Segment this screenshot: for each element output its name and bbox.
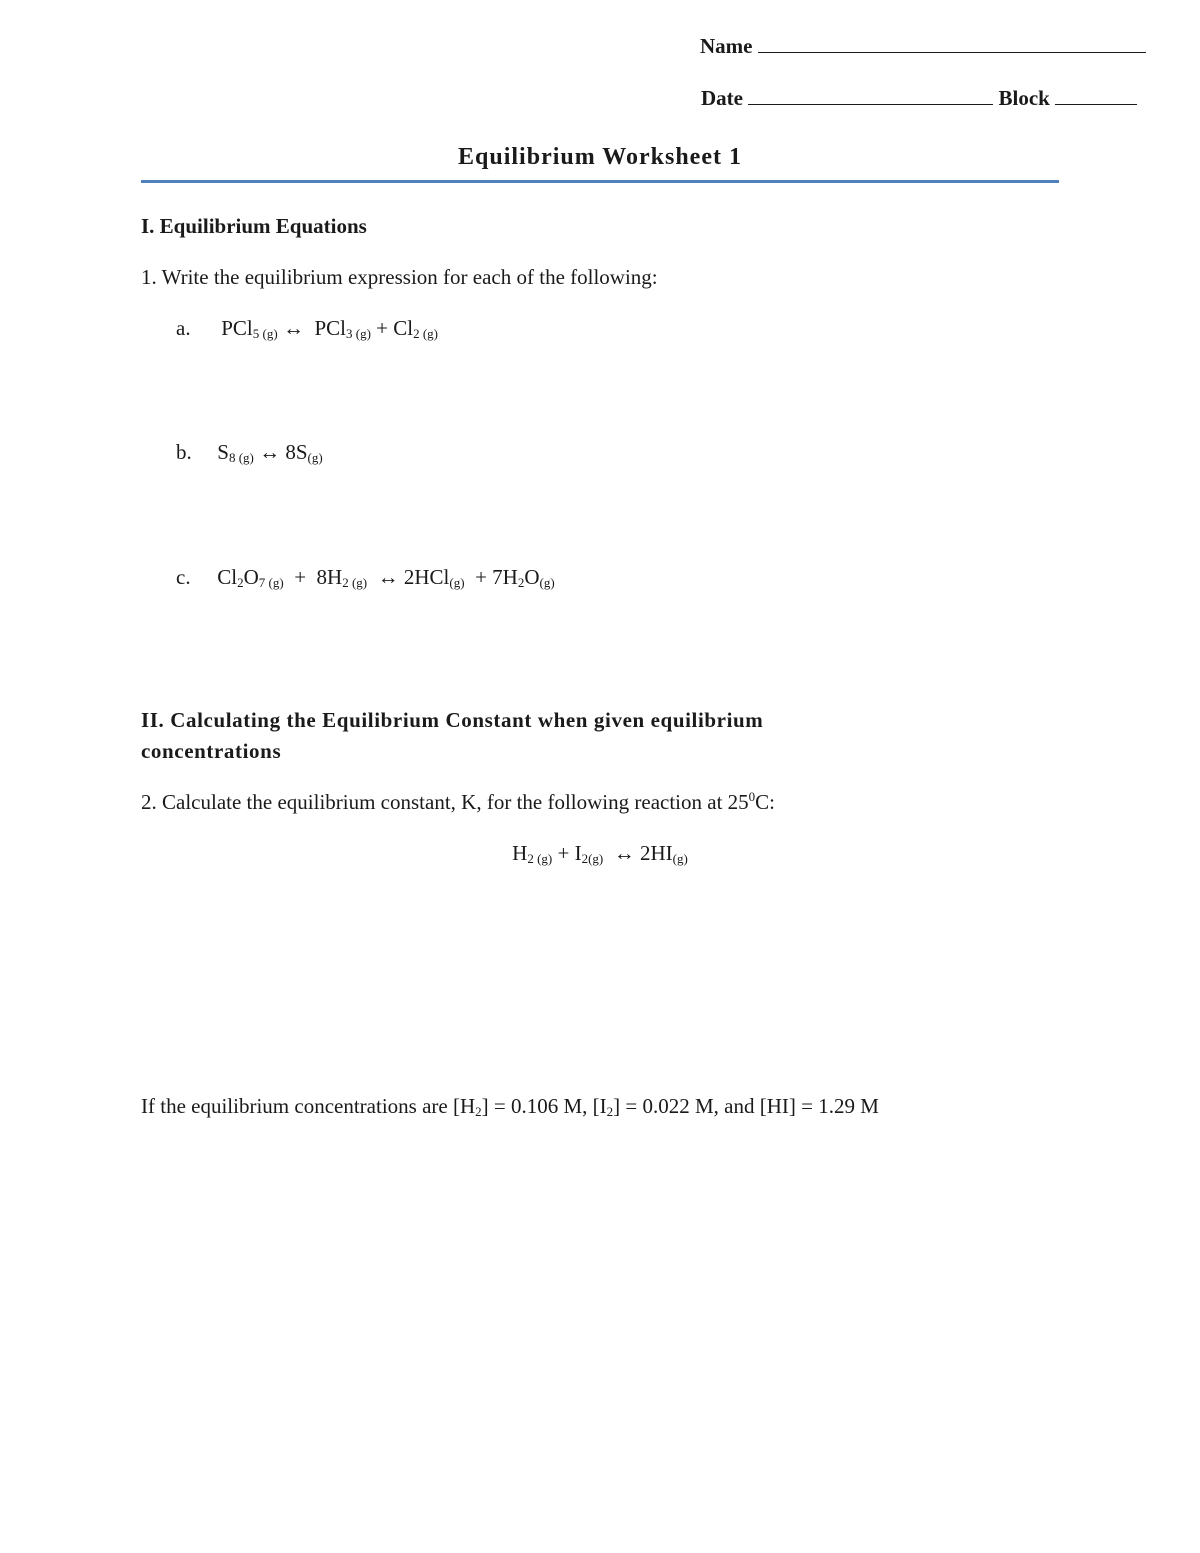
subscript: (g) xyxy=(533,851,553,866)
formula-text: ↔ PCl xyxy=(277,316,346,340)
concentrations-text xyxy=(141,1094,879,1118)
formula-text: ↔ 2HI xyxy=(603,841,673,865)
formula-text: ] = 0.106 M, [I xyxy=(481,1094,607,1118)
name-field[interactable] xyxy=(700,34,1146,59)
formula-text: + 8H xyxy=(283,565,343,589)
subscript: (g) xyxy=(539,575,555,590)
formula-text: + I xyxy=(552,841,582,865)
formula-text: Cl xyxy=(217,565,238,589)
subscript: (g) xyxy=(348,575,368,590)
subscript: (g) xyxy=(419,326,439,341)
subscript: 8 xyxy=(228,450,236,465)
formula-text: O xyxy=(524,565,540,589)
question-2-unit: C: xyxy=(755,790,776,814)
subscript: (g) xyxy=(352,326,371,341)
formula-text: ] = 0.022 M, and [HI] = 1.29 M xyxy=(613,1094,879,1118)
section1-heading: I. Equilibrium Equations xyxy=(141,214,367,238)
formula-text: ↔ 8S xyxy=(253,440,308,464)
subscript: (g) xyxy=(259,326,278,341)
subscript: (g) xyxy=(672,851,688,866)
reaction-equation-text xyxy=(512,841,688,865)
formula-text: If the equilibrium concentrations are [H xyxy=(141,1094,476,1118)
concentrations-statement xyxy=(141,1094,879,1120)
page-title: Equilibrium Worksheet 1 xyxy=(458,144,742,170)
item-b xyxy=(176,440,323,466)
subscript: 2 xyxy=(342,575,349,590)
subscript: 2 xyxy=(475,1104,482,1119)
date-blank-line[interactable] xyxy=(748,104,993,105)
formula-text: + 7H xyxy=(464,565,518,589)
date-label: Date xyxy=(701,86,743,110)
subscript: 5 xyxy=(252,326,260,341)
reaction-equation xyxy=(0,841,1200,867)
formula-text: S xyxy=(217,440,229,464)
subscript: 2 xyxy=(527,851,534,866)
subscript: 7 xyxy=(258,575,266,590)
subscript: 2 xyxy=(517,575,525,590)
question-1: 1. Write the equilibrium expression for each of the following: xyxy=(141,265,658,289)
subscript: (g) xyxy=(265,575,284,590)
date-block-fields xyxy=(701,86,1137,111)
subscript: 2 xyxy=(606,1104,614,1119)
subscript: 2 xyxy=(237,575,244,590)
subscript: 3 xyxy=(345,326,353,341)
block-label: Block xyxy=(998,86,1050,110)
item-a-label: a. xyxy=(176,316,191,340)
item-b-label: b. xyxy=(176,440,192,464)
question-2-text: 2. Calculate the equilibrium constant, K, for the following reaction at 25 xyxy=(141,790,749,814)
subscript: (g) xyxy=(235,450,254,465)
name-blank-line[interactable] xyxy=(758,52,1146,53)
title-divider xyxy=(141,180,1059,183)
subscript: 2 xyxy=(413,326,420,341)
subscript: (g) xyxy=(588,851,604,866)
subscript: 2 xyxy=(581,851,589,866)
formula-text: PCl xyxy=(221,316,253,340)
item-a xyxy=(176,316,438,342)
formula-text: ↔ 2HCl xyxy=(367,565,450,589)
item-b-equation xyxy=(217,440,322,464)
item-a-equation xyxy=(221,316,438,340)
name-label: Name xyxy=(700,34,753,58)
degree-superscript: 0 xyxy=(748,789,756,804)
block-blank-line[interactable] xyxy=(1055,104,1137,105)
question-2 xyxy=(141,789,775,815)
subscript: (g) xyxy=(307,450,323,465)
formula-text: O xyxy=(243,565,259,589)
section2-heading-line1: II. Calculating the Equilibrium Constant when given equilibrium xyxy=(141,708,764,732)
item-c xyxy=(176,565,555,591)
item-c-equation xyxy=(217,565,554,589)
section2-heading-line2: concentrations xyxy=(141,739,282,763)
item-c-label: c. xyxy=(176,565,191,589)
formula-text: H xyxy=(512,841,528,865)
subscript: (g) xyxy=(449,575,465,590)
formula-text: + Cl xyxy=(370,316,414,340)
